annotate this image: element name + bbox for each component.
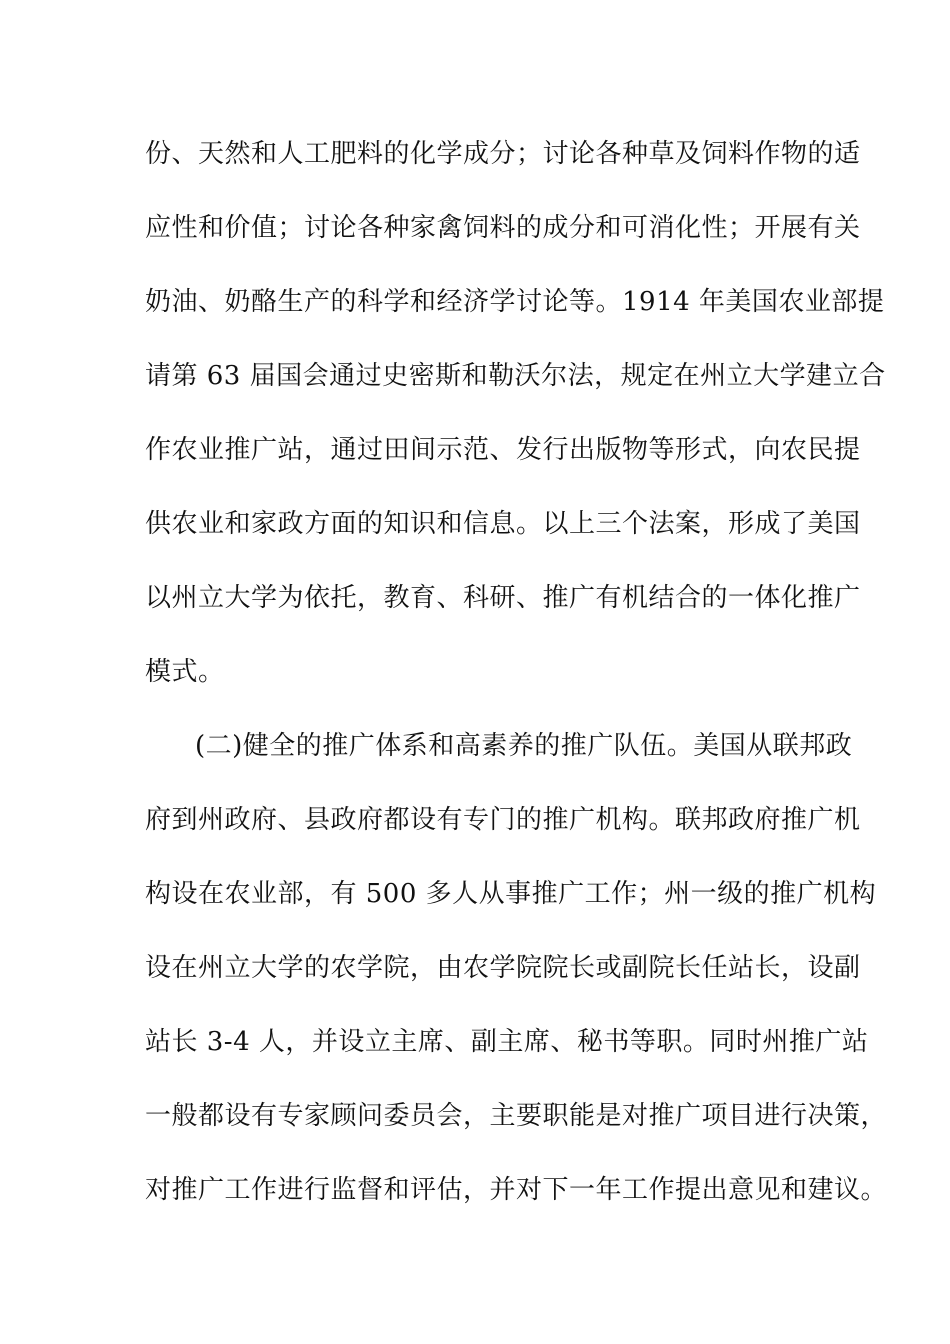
text-line: 府到州政府、县政府都设有专门的推广机构。联邦政府推广机 — [145, 805, 861, 835]
text-line: 请第 63 届国会通过史密斯和勒沃尔法，规定在州立大学建立合 — [145, 361, 886, 391]
text-line: 构设在农业部，有 500 多人从事推广工作；州一级的推广机构 — [145, 879, 877, 909]
text-line: 份、天然和人工肥料的化学成分；讨论各种草及饲料作物的适 — [145, 139, 861, 169]
text-line: 模式。 — [145, 657, 225, 687]
text-line: 供农业和家政方面的知识和信息。以上三个法案，形成了美国 — [145, 509, 861, 539]
text-line: 一般都设有专家顾问委员会，主要职能是对推广项目进行决策， — [145, 1101, 888, 1131]
text-line: 站长 3-4 人，并设立主席、副主席、秘书等职。同时州推广站 — [145, 1027, 869, 1057]
text-line: 奶油、奶酪生产的科学和经济学讨论等。1914 年美国农业部提 — [145, 287, 885, 317]
text-line: 作农业推广站，通过田间示范、发行出版物等形式，向农民提 — [145, 435, 861, 465]
text-line: 以州立大学为依托，教育、科研、推广有机结合的一体化推广 — [145, 583, 861, 613]
text-line: 对推广工作进行监督和评估，并对下一年工作提出意见和建议。 — [145, 1175, 888, 1205]
text-line: (二)健全的推广体系和高素养的推广队伍。美国从联邦政 — [195, 731, 853, 761]
text-line: 应性和价值；讨论各种家禽饲料的成分和可消化性；开展有关 — [145, 213, 861, 243]
text-line: 设在州立大学的农学院，由农学院院长或副院长任站长，设副 — [145, 953, 861, 983]
